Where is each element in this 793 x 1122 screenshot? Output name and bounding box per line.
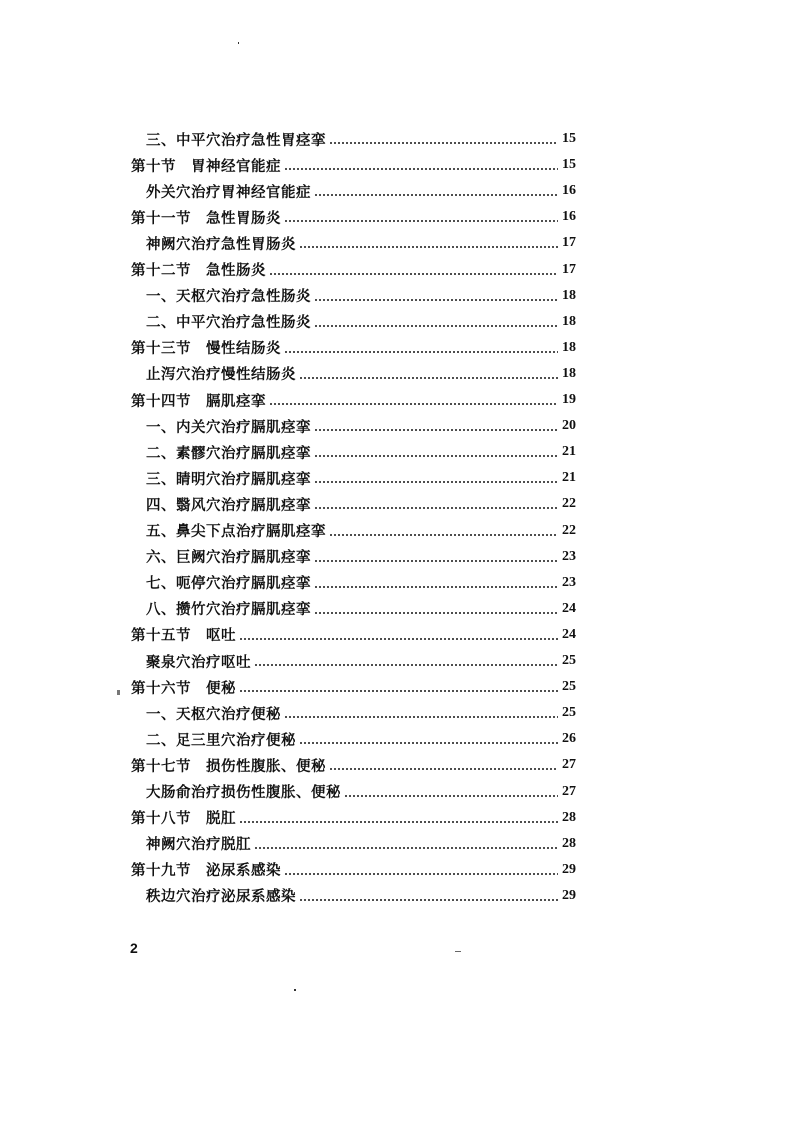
toc-entry-title: 一、内关穴治疗膈肌痉挛 xyxy=(146,418,311,436)
dot-leader xyxy=(299,884,558,908)
toc-entry-title: 二、足三里穴治疗便秘 xyxy=(146,731,296,749)
dot-leader xyxy=(284,205,558,229)
toc-entry-page: 27 xyxy=(562,757,576,773)
toc-entry-page: 24 xyxy=(562,626,576,642)
toc-entry-title: 第十四节 膈肌痉挛 xyxy=(131,392,266,410)
dot-leader xyxy=(299,362,558,386)
toc-subsection-entry[interactable] xyxy=(146,179,580,203)
toc-entry-title: 七、呃停穴治疗膈肌痉挛 xyxy=(146,575,311,593)
toc-subsection-entry[interactable] xyxy=(146,466,580,490)
dot-leader xyxy=(314,440,558,464)
toc-row xyxy=(0,884,793,908)
toc-entry-page: 28 xyxy=(562,809,576,825)
toc-entry-page: 18 xyxy=(562,313,576,329)
toc-entry-page: 18 xyxy=(562,287,576,303)
dot-leader xyxy=(314,414,558,438)
dot-leader xyxy=(239,806,558,830)
toc-entry-page: 27 xyxy=(562,783,576,799)
scan-speck xyxy=(238,42,239,44)
toc-entry-title: 大肠俞治疗损伤性腹胀、便秘 xyxy=(146,784,341,801)
dot-leader xyxy=(239,675,558,699)
dot-leader xyxy=(239,623,558,647)
toc-entry-title: 二、素髎穴治疗膈肌痉挛 xyxy=(146,444,311,462)
toc-row xyxy=(0,649,793,673)
toc-subsection-entry[interactable] xyxy=(146,701,580,725)
dot-leader xyxy=(314,179,558,203)
toc-section-entry[interactable] xyxy=(131,153,580,177)
toc-entry-page: 16 xyxy=(562,183,576,199)
toc-entry-page: 19 xyxy=(562,392,576,407)
dot-leader xyxy=(269,388,558,412)
toc-entry-title: 第十七节 损伤性腹胀、便秘 xyxy=(131,757,326,775)
toc-row xyxy=(0,492,793,516)
toc-row xyxy=(0,179,793,203)
toc-row xyxy=(0,153,793,177)
dot-leader xyxy=(314,545,558,569)
toc-section-entry[interactable] xyxy=(131,623,580,647)
toc-subsection-entry[interactable] xyxy=(146,310,580,334)
toc-entry-title: 第十节 胃神经官能症 xyxy=(131,157,281,175)
toc-subsection-entry[interactable] xyxy=(146,727,580,751)
toc-entry-title: 第十九节 泌尿系感染 xyxy=(131,862,281,880)
toc-entry-page: 22 xyxy=(562,496,576,512)
dot-leader xyxy=(284,858,558,882)
toc-row xyxy=(0,545,793,569)
toc-entry-title: 六、巨阙穴治疗膈肌痉挛 xyxy=(146,549,311,567)
toc-row xyxy=(0,388,793,412)
dot-leader xyxy=(314,466,558,490)
dot-leader xyxy=(254,832,558,856)
toc-entry-title: 外关穴治疗胃神经官能症 xyxy=(146,183,311,201)
dot-leader xyxy=(329,519,558,543)
toc-entry-page: 29 xyxy=(562,887,576,903)
dot-leader xyxy=(314,492,558,516)
toc-row xyxy=(0,127,793,151)
toc-row xyxy=(0,519,793,543)
toc-row xyxy=(0,310,793,334)
toc-subsection-entry[interactable] xyxy=(146,519,580,543)
toc-entry-page: 23 xyxy=(562,548,576,564)
toc-row xyxy=(0,336,793,360)
dot-leader xyxy=(284,153,558,177)
toc-entry-title: 一、天枢穴治疗急性肠炎 xyxy=(146,288,311,306)
toc-entry-title: 二、中平穴治疗急性肠炎 xyxy=(146,314,311,332)
dot-leader xyxy=(314,284,558,308)
toc-row xyxy=(0,858,793,882)
toc-section-entry[interactable] xyxy=(131,806,580,830)
toc-section-entry[interactable] xyxy=(131,336,580,360)
dot-leader xyxy=(344,780,558,804)
scan-speck xyxy=(117,690,120,695)
toc-entry-page: 28 xyxy=(562,835,576,851)
toc-entry-page: 26 xyxy=(562,731,576,747)
dot-leader xyxy=(284,336,558,360)
toc-row xyxy=(0,284,793,308)
toc-entry-page: 25 xyxy=(562,679,576,695)
toc-entry-page: 25 xyxy=(562,705,576,721)
toc-subsection-entry[interactable] xyxy=(146,597,580,621)
dot-leader xyxy=(269,258,558,282)
toc-row xyxy=(0,231,793,255)
toc-entry-page: 21 xyxy=(562,444,576,460)
toc-section-entry[interactable] xyxy=(131,388,580,412)
toc-row xyxy=(0,623,793,647)
toc-entry-page: 21 xyxy=(562,470,576,486)
toc-subsection-entry[interactable] xyxy=(146,127,580,151)
dot-leader xyxy=(254,649,558,673)
toc-entry-title: 四、翳风穴治疗膈肌痉挛 xyxy=(146,496,311,514)
dot-leader xyxy=(314,310,558,334)
toc-entry-title: 三、中平穴治疗急性胃痉挛 xyxy=(146,131,326,149)
scan-speck xyxy=(294,989,296,991)
page-number: 2 xyxy=(130,940,138,956)
toc-subsection-entry[interactable] xyxy=(146,362,580,386)
toc-entry-title: 神阙穴治疗急性胃肠炎 xyxy=(146,235,296,253)
toc-entry-page: 15 xyxy=(562,157,576,173)
toc-entry-title: 止泻穴治疗慢性结肠炎 xyxy=(146,366,296,384)
toc-row xyxy=(0,597,793,621)
toc-row xyxy=(0,362,793,386)
toc-entry-page: 25 xyxy=(562,653,576,668)
toc-entry-title: 三、睛明穴治疗膈肌痉挛 xyxy=(146,470,311,488)
toc-row xyxy=(0,753,793,777)
toc-subsection-entry[interactable] xyxy=(146,545,580,569)
toc-subsection-entry[interactable] xyxy=(146,284,580,308)
toc-subsection-entry[interactable] xyxy=(146,440,580,464)
toc-section-entry[interactable] xyxy=(131,858,580,882)
toc-entry-title: 秩边穴治疗泌尿系感染 xyxy=(146,888,296,906)
scan-speck xyxy=(455,951,461,952)
toc-row xyxy=(0,414,793,438)
toc-entry-page: 24 xyxy=(562,600,576,616)
toc-subsection-entry[interactable] xyxy=(146,571,580,595)
toc-row xyxy=(0,701,793,725)
toc-entry-title: 神阙穴治疗脱肛 xyxy=(146,836,251,854)
toc-entry-title: 第十六节 便秘 xyxy=(131,679,236,697)
toc-row xyxy=(0,780,793,804)
toc-row xyxy=(0,571,793,595)
toc-row xyxy=(0,205,793,229)
toc-entry-page: 18 xyxy=(562,339,576,355)
toc-row xyxy=(0,727,793,751)
toc-entry-page: 18 xyxy=(562,365,576,381)
dot-leader xyxy=(314,571,558,595)
toc-section-entry[interactable] xyxy=(131,258,580,282)
toc-row xyxy=(0,806,793,830)
dot-leader xyxy=(299,727,558,751)
toc-row xyxy=(0,440,793,464)
toc-row xyxy=(0,675,793,699)
toc-entry-title: 第十五节 呕吐 xyxy=(131,627,236,645)
dot-leader xyxy=(299,231,558,255)
toc-entry-title: 第十二节 急性肠炎 xyxy=(131,262,266,279)
toc-entry-title: 第十一节 急性胃肠炎 xyxy=(131,209,281,227)
dot-leader xyxy=(284,701,558,725)
toc-entry-page: 20 xyxy=(562,418,576,434)
toc-section-entry[interactable] xyxy=(131,675,580,699)
dot-leader xyxy=(329,753,558,777)
toc-entry-page: 15 xyxy=(562,131,576,146)
toc-section-entry[interactable] xyxy=(131,205,580,229)
toc-row xyxy=(0,258,793,282)
toc-row xyxy=(0,466,793,490)
toc-entry-page: 16 xyxy=(562,209,576,225)
toc-subsection-entry[interactable] xyxy=(146,649,580,673)
toc-subsection-entry[interactable] xyxy=(146,780,580,804)
toc-entry-page: 17 xyxy=(562,235,576,251)
toc-entry-title: 一、天枢穴治疗便秘 xyxy=(146,705,281,723)
toc-subsection-entry[interactable] xyxy=(146,414,580,438)
toc-subsection-entry[interactable] xyxy=(146,231,580,255)
toc-entry-title: 第十八节 脱肛 xyxy=(131,810,236,828)
toc-entry-title: 五、鼻尖下点治疗膈肌痉挛 xyxy=(146,523,326,540)
toc-entry-page: 17 xyxy=(562,261,576,277)
toc-subsection-entry[interactable] xyxy=(146,832,580,856)
toc-entry-title: 第十三节 慢性结肠炎 xyxy=(131,340,281,358)
toc-row xyxy=(0,832,793,856)
toc-entry-title: 聚泉穴治疗呕吐 xyxy=(146,653,251,671)
toc-entry-title: 八、攒竹穴治疗膈肌痉挛 xyxy=(146,601,311,619)
toc-subsection-entry[interactable] xyxy=(146,492,580,516)
toc-entry-page: 22 xyxy=(562,522,576,538)
dot-leader xyxy=(314,597,558,621)
toc-subsection-entry[interactable] xyxy=(146,884,580,908)
toc-entry-page: 29 xyxy=(562,861,576,877)
dot-leader xyxy=(329,127,558,151)
toc-section-entry[interactable] xyxy=(131,753,580,777)
toc-entry-page: 23 xyxy=(562,574,576,590)
